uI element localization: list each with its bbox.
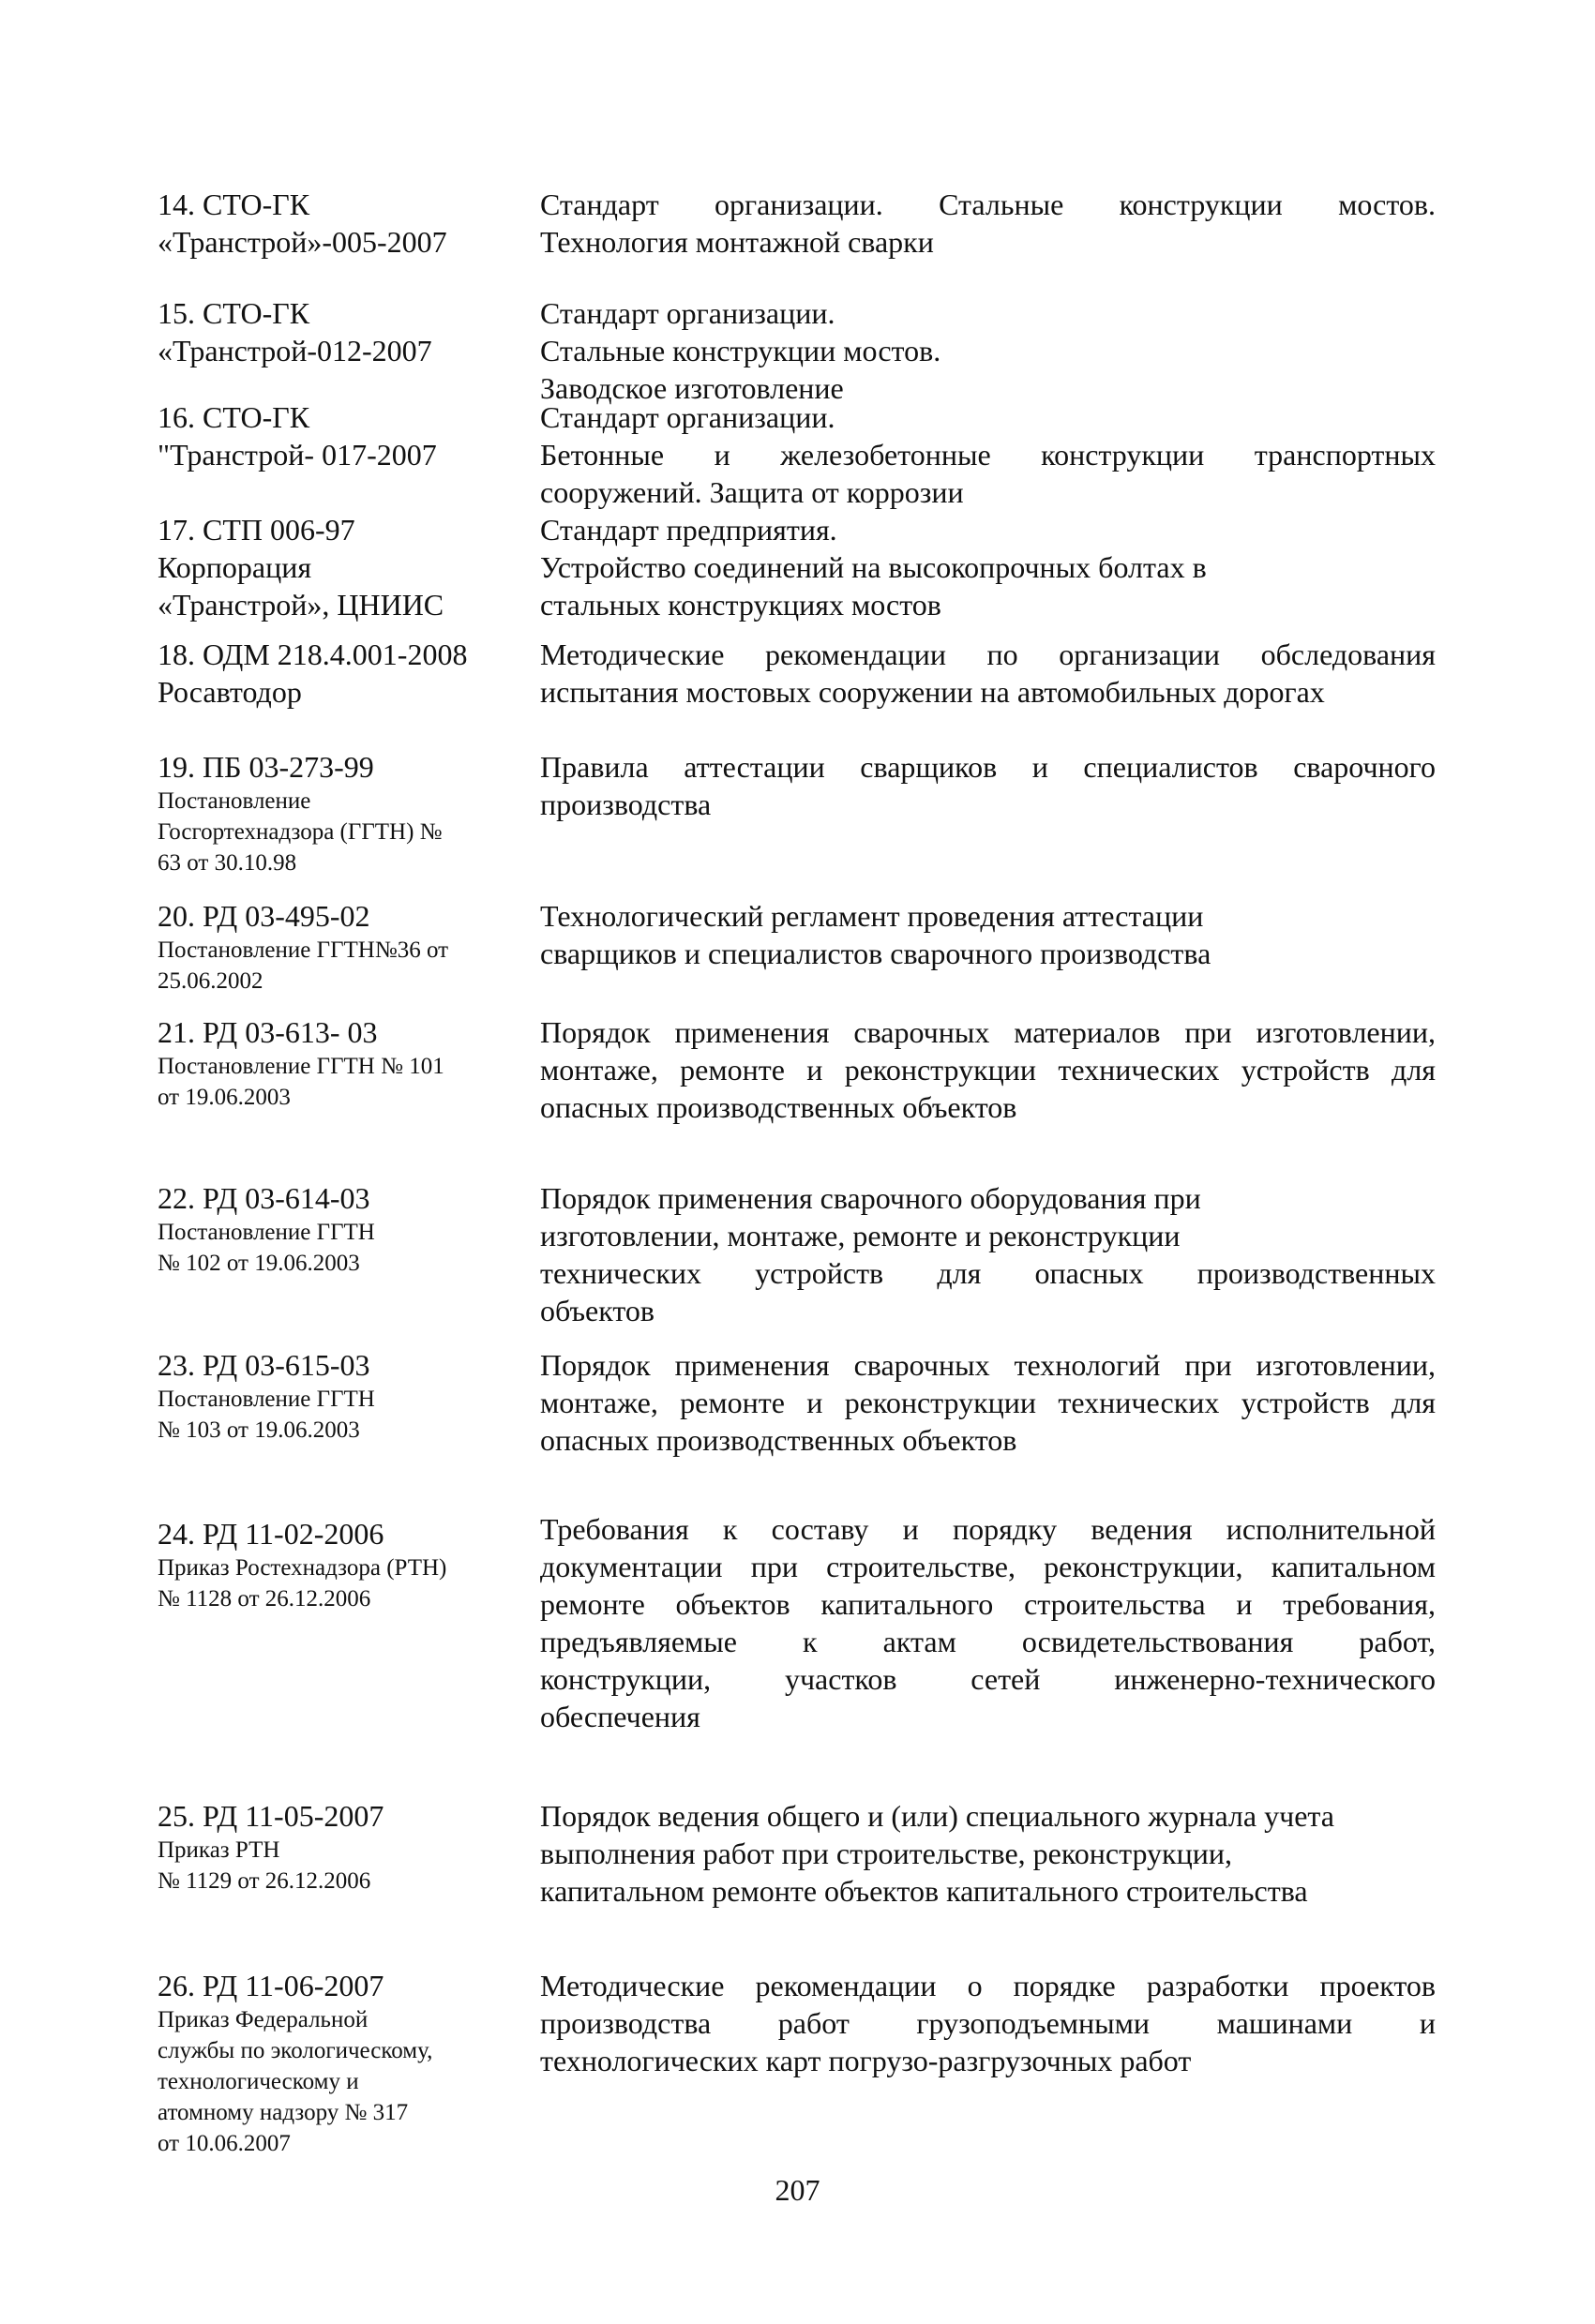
designation-line: 16. СТО-ГК xyxy=(158,400,310,434)
issuer-note-line: Приказ Ростехнадзора (РТН) xyxy=(158,1555,447,1581)
issuer-note-line: № 1129 от 26.12.2006 xyxy=(158,1868,371,1894)
title-line: изготовлении, монтаже, ремонте и реконструкции xyxy=(540,1219,1181,1252)
entry-title xyxy=(540,636,1436,711)
page-number: 207 xyxy=(775,2173,820,2207)
entry-title xyxy=(540,294,1436,407)
title-line: Бетонные и железобетонные конструкции транспортных xyxy=(540,438,1436,472)
issuer-note-line: атомному надзору № 317 xyxy=(158,2100,409,2125)
designation-line: 26. РД 11-06-2007 xyxy=(158,1969,384,2002)
entry-designation xyxy=(158,294,514,369)
issuer-note-line: Приказ Федеральной xyxy=(158,2007,369,2032)
entry-title xyxy=(540,1510,1436,1735)
issuer-note-line: Постановление ГГТН № 101 xyxy=(158,1054,444,1079)
issuer-note-line: Приказ РТН xyxy=(158,1837,280,1863)
issuer-note-line: Госгортехнадзора (ГГТН) № xyxy=(158,819,443,845)
entry-title xyxy=(540,1797,1436,1910)
entry-designation xyxy=(158,398,514,473)
title-line: опасных производственных объектов xyxy=(540,1090,1017,1124)
title-line: производства xyxy=(540,787,712,821)
title-line: Заводское изготовление xyxy=(540,371,844,405)
title-line: конструкции, участков сетей инженерно-технического xyxy=(540,1662,1436,1696)
entry-designation xyxy=(158,1013,514,1113)
entry-title xyxy=(540,1967,1436,2079)
title-line: капитальном ремонте объектов капитального строительства xyxy=(540,1874,1308,1908)
issuer-note-line: технологическому и xyxy=(158,2069,359,2094)
designation-line: 18. ОДМ 218.4.001-2008 xyxy=(158,637,468,671)
issuer-note-line: Постановление xyxy=(158,788,311,814)
title-line: Устройство соединений на высокопрочных болтах в xyxy=(540,550,1207,584)
issuer-note-line: Постановление ГГТН xyxy=(158,1220,375,1245)
entry-designation xyxy=(158,1179,514,1279)
title-line: испытания мостовых сооружении на автомобильных дорогах xyxy=(540,675,1325,709)
entry-title xyxy=(540,748,1436,823)
issuer-note-line: № 102 от 19.06.2003 xyxy=(158,1251,360,1276)
title-line: опасных производственных объектов xyxy=(540,1423,1017,1457)
title-line: технологических карт погрузо-разгрузочных работ xyxy=(540,2044,1192,2077)
designation-line: 19. ПБ 03-273-99 xyxy=(158,750,374,784)
issuer-note-line: Постановление ГГТН xyxy=(158,1387,375,1412)
title-line: выполнения работ при строительстве, реконструкции, xyxy=(540,1837,1232,1870)
entry-designation xyxy=(158,1797,514,1897)
title-line: Требования к составу и порядку ведения исполнительной xyxy=(540,1512,1436,1546)
title-line: монтаже, ремонте и реконструкции технических устройств для xyxy=(540,1053,1436,1087)
title-line: Стальные конструкции мостов. xyxy=(540,334,941,367)
title-line: производства работ грузоподъемными машинами и xyxy=(540,2006,1436,2040)
title-line: Порядок применения сварочных технологий при изготовлении, xyxy=(540,1348,1436,1382)
title-line: Методические рекомендации по организации обследования xyxy=(540,637,1436,671)
designation-line: 24. РД 11-02-2006 xyxy=(158,1517,384,1551)
entry-designation xyxy=(158,1346,514,1446)
title-line: Стандарт организации. Стальные конструкции мостов. xyxy=(540,187,1436,221)
issuer-note-line: службы по экологическому, xyxy=(158,2038,433,2063)
designation-line: 22. РД 03-614-03 xyxy=(158,1181,370,1215)
issuer-note-line: 25.06.2002 xyxy=(158,968,263,994)
designation-line: 23. РД 03-615-03 xyxy=(158,1348,370,1382)
designation-line: 20. РД 03-495-02 xyxy=(158,899,370,933)
title-line: документации при строительстве, реконструкции, капитальном xyxy=(540,1550,1436,1583)
title-line: технических устройств для опасных производственных xyxy=(540,1256,1436,1290)
title-line: Стандарт предприятия. xyxy=(540,513,837,547)
title-line: Технологический регламент проведения аттестации xyxy=(540,899,1204,933)
title-line: Порядок применения сварочного оборудования при xyxy=(540,1181,1201,1215)
title-line: Порядок применения сварочных материалов при изготовлении, xyxy=(540,1015,1436,1049)
entry-title xyxy=(540,511,1436,623)
entry-title xyxy=(540,1013,1436,1126)
issuer-note-line: от 10.06.2007 xyxy=(158,2131,291,2156)
title-line: Правила аттестации сварщиков и специалистов сварочного xyxy=(540,750,1436,784)
issuer-note-line: № 1128 от 26.12.2006 xyxy=(158,1586,371,1612)
title-line: сооружений. Защита от коррозии xyxy=(540,475,964,509)
entry-title xyxy=(540,897,1436,972)
entry-designation xyxy=(158,636,514,711)
entry-title xyxy=(540,1346,1436,1459)
entry-designation xyxy=(158,897,514,997)
issuer-note-line: 63 от 30.10.98 xyxy=(158,850,297,876)
entry-title xyxy=(540,1179,1436,1329)
designation-line: Корпорация xyxy=(158,550,312,584)
title-line: монтаже, ремонте и реконструкции технических устройств для xyxy=(540,1386,1436,1419)
entry-designation xyxy=(158,186,514,261)
designation-line: 25. РД 11-05-2007 xyxy=(158,1799,384,1833)
title-line: Порядок ведения общего и (или) специального журнала учета xyxy=(540,1799,1334,1833)
title-line: Технология монтажной сварки xyxy=(540,225,934,259)
entry-designation xyxy=(158,748,514,878)
issuer-note-line: № 103 от 19.06.2003 xyxy=(158,1417,360,1443)
title-line: предъявляемые к актам освидетельствования работ, xyxy=(540,1625,1436,1658)
title-line: Стандарт организации. xyxy=(540,400,835,434)
designation-line: 14. СТО-ГК xyxy=(158,187,310,221)
title-line: ремонте объектов капитального строительства и требования, xyxy=(540,1587,1436,1621)
designation-line: 15. СТО-ГК xyxy=(158,296,310,330)
designation-line: «Транстрой»-005-2007 xyxy=(158,225,447,259)
entry-title xyxy=(540,186,1436,261)
title-line: обеспечения xyxy=(540,1700,700,1733)
designation-line: 21. РД 03-613- 03 xyxy=(158,1015,378,1049)
designation-line: 17. СТП 006-97 xyxy=(158,513,355,547)
entry-title xyxy=(540,398,1436,511)
issuer-note-line: от 19.06.2003 xyxy=(158,1085,291,1110)
issuer-note-line: Постановление ГГТН№36 от xyxy=(158,937,449,963)
entry-designation xyxy=(158,1515,514,1614)
title-line: Методические рекомендации о порядке разработки проектов xyxy=(540,1969,1436,2002)
designation-line: «Транстрой», ЦНИИС xyxy=(158,588,444,622)
title-line: объектов xyxy=(540,1294,655,1327)
title-line: сварщиков и специалистов сварочного производства xyxy=(540,937,1211,970)
designation-line: «Транстрой-012-2007 xyxy=(158,334,432,367)
designation-line: Росавтодор xyxy=(158,675,302,709)
entry-designation xyxy=(158,1967,514,2159)
entry-designation xyxy=(158,511,514,623)
title-line: стальных конструкциях мостов xyxy=(540,588,941,622)
title-line: Стандарт организации. xyxy=(540,296,835,330)
designation-line: "Транстрой- 017-2007 xyxy=(158,438,437,472)
